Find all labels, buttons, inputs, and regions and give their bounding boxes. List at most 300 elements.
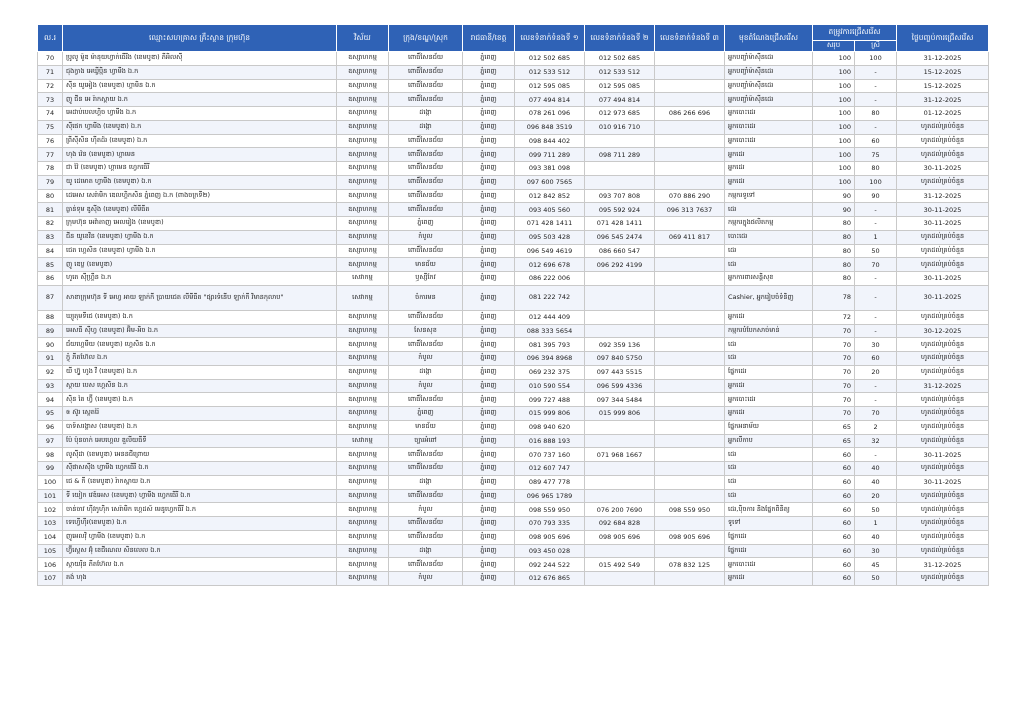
province-cell: ភ្នំពេញ: [463, 189, 515, 203]
phone-3-cell: [655, 162, 725, 176]
deadline-cell: 30-11-2025: [897, 217, 989, 231]
position-cell: ដេរ: [725, 258, 813, 272]
company-name-cell: ជុងក្វាង អេឃ្វីប្មិន ហ្វាមីង ឯ.ក: [63, 65, 337, 79]
table-row: [38, 393, 989, 407]
phone-2-cell: 012 502 685: [585, 52, 655, 66]
table-row: [38, 175, 989, 189]
sector-cell: ឧស្សាហកម្ម: [337, 175, 389, 189]
demand-female-cell: 50: [855, 572, 897, 586]
demand-total-cell: 100: [813, 79, 855, 93]
company-name-cell: ញូ ជីន អេ រ៉ាកស្ពាយ ឯ.ក: [63, 93, 337, 107]
sector-cell: ឧស្សាហកម្ម: [337, 558, 389, 572]
table-row: [38, 420, 989, 434]
district-cell: កំបូល: [389, 572, 463, 586]
position-cell: អ្នកដេរ: [725, 572, 813, 586]
phone-3-cell: [655, 310, 725, 324]
table-row: [38, 338, 989, 352]
demand-female-cell: -: [855, 79, 897, 93]
sector-cell: ឧស្សាហកម្ម: [337, 503, 389, 517]
company-name-cell: ជីន យូខេវិន (ខេមបូឌា) ហ្វាមីង ឯ.ក: [63, 230, 337, 244]
demand-female-cell: -: [855, 65, 897, 79]
company-name-cell: ឃ្យូតុមទីជេ (ខេមបូឌា) ឯ.ក: [63, 310, 337, 324]
company-name-cell: ស្កាយរ៉ិន ភីតហ៊ែល ឯ.ក: [63, 558, 337, 572]
demand-total-cell: 80: [813, 217, 855, 231]
deadline-cell: ហូតដល់គ្រប់ចំនួន: [897, 544, 989, 558]
position-cell: ទូទៅ: [725, 517, 813, 531]
district-cell: ពោធិ៍សែនជ័យ: [389, 162, 463, 176]
row-number-cell: 105: [38, 544, 63, 558]
province-cell: ភ្នំពេញ: [463, 462, 515, 476]
demand-female-cell: 100: [855, 52, 897, 66]
table-row: [38, 462, 989, 476]
deadline-cell: ហូតដល់គ្រប់ចំនួន: [897, 175, 989, 189]
district-cell: ពោធិ៍សែនជ័យ: [389, 310, 463, 324]
sector-cell: ឧស្សាហកម្ម: [337, 489, 389, 503]
phone-3-cell: [655, 420, 725, 434]
deadline-cell: 01-12-2025: [897, 107, 989, 121]
phone-3-cell: [655, 79, 725, 93]
table-row: [38, 79, 989, 93]
phone-1-cell: 012 842 852: [515, 189, 585, 203]
sector-cell: ឧស្សាហកម្ម: [337, 379, 389, 393]
table-header: [38, 25, 989, 52]
demand-total-cell: 60: [813, 517, 855, 531]
row-number-cell: 78: [38, 162, 63, 176]
phone-3-cell: [655, 175, 725, 189]
province-cell: ភ្នំពេញ: [463, 352, 515, 366]
deadline-cell: ហូតដល់គ្រប់ចំនួន: [897, 338, 989, 352]
position-cell: អ្នកបញ្ចាំម៉ាស៊ីនដេរ: [725, 79, 813, 93]
table-row: [38, 544, 989, 558]
row-number-cell: 84: [38, 244, 63, 258]
phone-1-cell: 081 222 742: [515, 285, 585, 310]
phone-2-cell: 076 200 7690: [585, 503, 655, 517]
phone-3-cell: 070 886 290: [655, 189, 725, 203]
position-cell: ដេរ: [725, 489, 813, 503]
demand-female-cell: 80: [855, 162, 897, 176]
phone-3-cell: [655, 434, 725, 448]
sector-cell: ឧស្សាហកម្ម: [337, 365, 389, 379]
district-cell: ពោធិ៍សែនជ័យ: [389, 79, 463, 93]
phone-1-cell: 098 940 620: [515, 420, 585, 434]
demand-total-cell: 70: [813, 365, 855, 379]
province-cell: ភ្នំពេញ: [463, 503, 515, 517]
province-cell: ភ្នំពេញ: [463, 52, 515, 66]
demand-female-cell: 70: [855, 407, 897, 421]
position-cell: ដេរ,ប៉ិចការ និងផ្នែកពិនិត្យ: [725, 503, 813, 517]
phone-2-cell: 097 840 5750: [585, 352, 655, 366]
sector-cell: ឧស្សាហកម្ម: [337, 189, 389, 203]
table-row: [38, 230, 989, 244]
demand-female-cell: 80: [855, 107, 897, 121]
demand-female-cell: 40: [855, 475, 897, 489]
district-cell: មានជ័យ: [389, 258, 463, 272]
row-number-cell: 94: [38, 393, 63, 407]
table-row: [38, 162, 989, 176]
province-cell: ភ្នំពេញ: [463, 162, 515, 176]
deadline-cell: ហូតដល់គ្រប់ចំនួន: [897, 434, 989, 448]
table-row: [38, 285, 989, 310]
phone-3-cell: [655, 448, 725, 462]
demand-female-cell: 20: [855, 489, 897, 503]
position-cell: អ្នកដេរ: [725, 379, 813, 393]
demand-total-cell: 100: [813, 93, 855, 107]
phone-1-cell: 012 444 409: [515, 310, 585, 324]
phone-3-cell: [655, 544, 725, 558]
company-name-cell: ស៊ីផេក ហ្វាមីង (ខេមបូឌា) ឯ.ក: [63, 120, 337, 134]
company-name-cell: ជ័យហ្គេមីយ (ខេមបូឌា) ហ្គេសិន ឯ.ក: [63, 338, 337, 352]
province-cell: ភ្នំពេញ: [463, 434, 515, 448]
phone-2-cell: [585, 134, 655, 148]
phone-3-cell: [655, 379, 725, 393]
district-cell: ពោធិ៍សែនជ័យ: [389, 189, 463, 203]
table-body: [38, 52, 989, 586]
row-number-cell: 88: [38, 310, 63, 324]
deadline-cell: ហូតដល់គ្រប់ចំនួន: [897, 517, 989, 531]
province-cell: ភ្នំពេញ: [463, 324, 515, 338]
demand-total-cell: 60: [813, 448, 855, 462]
sector-cell: ឧស្សាហកម្ម: [337, 448, 389, 462]
deadline-cell: ហូតដល់គ្រប់ចំនួន: [897, 258, 989, 272]
phone-2-cell: [585, 162, 655, 176]
position-cell: កម្មករបំបែកសាច់មាន់: [725, 324, 813, 338]
district-cell: ពោធិ៍សែនជ័យ: [389, 65, 463, 79]
row-number-cell: 93: [38, 379, 63, 393]
phone-2-cell: [585, 475, 655, 489]
phone-2-cell: [585, 462, 655, 476]
phone-2-cell: 098 711 289: [585, 148, 655, 162]
table-row: [38, 310, 989, 324]
row-number-cell: 92: [38, 365, 63, 379]
phone-2-cell: 015 999 806: [585, 407, 655, 421]
phone-2-cell: 096 545 2474: [585, 230, 655, 244]
province-cell: ភ្នំពេញ: [463, 107, 515, 121]
job-vacancy-table: [37, 24, 989, 586]
row-number-cell: 73: [38, 93, 63, 107]
phone-1-cell: 016 888 193: [515, 434, 585, 448]
province-cell: ភ្នំពេញ: [463, 310, 515, 324]
company-name-cell: ក្វុំ ភីតហ៊ែល ឯ.ក: [63, 352, 337, 366]
province-cell: ភ្នំពេញ: [463, 393, 515, 407]
row-number-cell: 99: [38, 462, 63, 476]
sector-cell: សេវាកម្ម: [337, 272, 389, 286]
position-cell: អ្នកបោះដេរ: [725, 558, 813, 572]
phone-1-cell: 010 590 554: [515, 379, 585, 393]
demand-female-cell: -: [855, 272, 897, 286]
row-number-cell: 80: [38, 189, 63, 203]
demand-total-cell: 60: [813, 489, 855, 503]
demand-total-cell: 78: [813, 285, 855, 310]
position-cell: អ្នកដេរ: [725, 162, 813, 176]
row-number-cell: 82: [38, 217, 63, 231]
table-row: [38, 517, 989, 531]
row-number-cell: 81: [38, 203, 63, 217]
phone-2-cell: [585, 420, 655, 434]
deadline-cell: ហូតដល់គ្រប់ចំនួន: [897, 420, 989, 434]
demand-female-cell: 75: [855, 148, 897, 162]
position-cell: Cashier, អ្នករៀបចំទំនិញ: [725, 285, 813, 310]
demand-female-cell: 40: [855, 530, 897, 544]
company-name-cell: ញូ ឌេប្ល (ខេមបូឌា): [63, 258, 337, 272]
district-cell: ពោធិ៍សែនជ័យ: [389, 338, 463, 352]
company-name-cell: ប៉ែ ប៉ុនចាក់ អេបហ្គេល ឌួលីយធីទី: [63, 434, 337, 448]
phone-2-cell: [585, 285, 655, 310]
province-cell: ភ្នំពេញ: [463, 365, 515, 379]
company-name-cell: ទី យៀក វេឌ៍អេស (ខេមបូឌា) ហ្វាមីង ហ្វេកធើរី ឯ.ក: [63, 489, 337, 503]
table-row: [38, 434, 989, 448]
row-number-cell: 83: [38, 230, 63, 244]
demand-female-cell: -: [855, 379, 897, 393]
demand-female-cell: 60: [855, 134, 897, 148]
company-name-cell: ជេត ហ្គេសិន (ខេមបូឌា) ហ្វាមីង ឯ.ក: [63, 244, 337, 258]
row-number-cell: 75: [38, 120, 63, 134]
row-number-cell: 71: [38, 65, 63, 79]
position-cell: ផ្នែកអនាម័យ: [725, 420, 813, 434]
position-cell: អ្នកការពារសន្តិសុខ: [725, 272, 813, 286]
deadline-cell: 30-11-2025: [897, 285, 989, 310]
deadline-cell: ហូតដល់គ្រប់ចំនួន: [897, 120, 989, 134]
phone-2-cell: [585, 175, 655, 189]
company-name-cell: លូស៊ីដា (ខេមបូឌា) អេននជីព្រោយ: [63, 448, 337, 462]
demand-female-cell: 50: [855, 503, 897, 517]
position-cell: អ្នកដេរ: [725, 310, 813, 324]
district-cell: ពោធិ៍សែនជ័យ: [389, 462, 463, 476]
phone-3-cell: [655, 52, 725, 66]
position-cell: អ្នកដេរ: [725, 407, 813, 421]
demand-female-cell: -: [855, 120, 897, 134]
table-row: [38, 365, 989, 379]
demand-female-cell: -: [855, 448, 897, 462]
sector-cell: ឧស្សាហកម្ម: [337, 52, 389, 66]
sector-cell: ឧស្សាហកម្ម: [337, 162, 389, 176]
province-cell: ភ្នំពេញ: [463, 217, 515, 231]
phone-1-cell: 096 394 8968: [515, 352, 585, 366]
phone-1-cell: 070 737 160: [515, 448, 585, 462]
district-cell: ដង្កោ: [389, 544, 463, 558]
row-number-cell: 90: [38, 338, 63, 352]
company-name-cell: ព្រីស៊ីសិន ហ៊ីតដ៍រ (ខេមបូឌា) ឯ.ក: [63, 134, 337, 148]
deadline-cell: ហូតដល់គ្រប់ចំនួន: [897, 407, 989, 421]
header-phone3: លេខទំនាក់ទំនងទី ៣: [655, 25, 725, 52]
company-name-cell: ស្តាយ បេស ហ្គេសិន ឯ.ក: [63, 379, 337, 393]
province-cell: ភ្នំពេញ: [463, 530, 515, 544]
deadline-cell: ហូតដល់គ្រប់ចំនួន: [897, 503, 989, 517]
province-cell: ភ្នំពេញ: [463, 558, 515, 572]
position-cell: ដេរ: [725, 475, 813, 489]
company-name-cell: ហូតេ ស៊ីហ្គ្រីន ឯ.ក: [63, 272, 337, 286]
demand-total-cell: 60: [813, 475, 855, 489]
deadline-cell: 30-11-2025: [897, 162, 989, 176]
company-name-cell: អេសធី ស៊ីហ្វ (ខេមបូឌា) អ៊ិម-អិច ឯ.ក: [63, 324, 337, 338]
deadline-cell: ហូតដល់គ្រប់ចំនួន: [897, 352, 989, 366]
district-cell: ឫស្សីកែវ: [389, 272, 463, 286]
sector-cell: ឧស្សាហកម្ម: [337, 107, 389, 121]
company-name-cell: បាទ៍សរង្គាស (ខេមបូឌា) ឯ.ក: [63, 420, 337, 434]
district-cell: ពោធិ៍សែនជ័យ: [389, 203, 463, 217]
phone-2-cell: 092 684 828: [585, 517, 655, 531]
sector-cell: ឧស្សាហកម្ម: [337, 475, 389, 489]
deadline-cell: ហូតដល់គ្រប់ចំនួន: [897, 393, 989, 407]
phone-1-cell: 069 232 375: [515, 365, 585, 379]
position-cell: អ្នកបោះដេរ: [725, 393, 813, 407]
demand-total-cell: 65: [813, 434, 855, 448]
province-cell: ភ្នំពេញ: [463, 203, 515, 217]
position-cell: ដេរ: [725, 462, 813, 476]
table-row: [38, 203, 989, 217]
province-cell: ភ្នំពេញ: [463, 272, 515, 286]
phone-1-cell: 088 333 5654: [515, 324, 585, 338]
district-cell: ពោធិ៍សែនជ័យ: [389, 530, 463, 544]
phone-2-cell: 096 292 4199: [585, 258, 655, 272]
position-cell: ដេរ: [725, 244, 813, 258]
company-name-cell: ស៊ិន តៃ ហ្វ៊ី (ខេមបូឌា) ឯ.ក: [63, 393, 337, 407]
demand-female-cell: 30: [855, 544, 897, 558]
position-cell: អ្នកបោះដេរ: [725, 134, 813, 148]
recruitment-sheet: [37, 24, 988, 586]
demand-female-cell: 1: [855, 230, 897, 244]
province-cell: ភ្នំពេញ: [463, 93, 515, 107]
phone-2-cell: [585, 489, 655, 503]
table-row: [38, 107, 989, 121]
table-row: [38, 258, 989, 272]
deadline-cell: 30-11-2025: [897, 448, 989, 462]
phone-3-cell: 098 905 696: [655, 530, 725, 544]
district-cell: ពោធិ៍សែនជ័យ: [389, 134, 463, 148]
phone-1-cell: 086 222 006: [515, 272, 585, 286]
position-cell: ផ្នែកដេរ: [725, 365, 813, 379]
demand-total-cell: 100: [813, 107, 855, 121]
deadline-cell: ហូតដល់គ្រប់ចំនួន: [897, 148, 989, 162]
phone-3-cell: [655, 572, 725, 586]
position-cell: ដេរ: [725, 448, 813, 462]
sector-cell: សេវាកម្ម: [337, 285, 389, 310]
position-cell: កម្មករទូទៅ: [725, 189, 813, 203]
header-no: ល.រ: [38, 25, 63, 52]
district-cell: ពោធិ៍សែនជ័យ: [389, 52, 463, 66]
phone-1-cell: 096 848 3519: [515, 120, 585, 134]
sector-cell: សេវាកម្ម: [337, 434, 389, 448]
demand-total-cell: 80: [813, 230, 855, 244]
position-cell: ដេរ: [725, 352, 813, 366]
demand-total-cell: 100: [813, 134, 855, 148]
district-cell: ដង្កោ: [389, 365, 463, 379]
sector-cell: ឧស្សាហកម្ម: [337, 420, 389, 434]
header-phone1: លេខទំនាក់ទំនងទី ១: [515, 25, 585, 52]
phone-3-cell: 096 313 7637: [655, 203, 725, 217]
deadline-cell: 30-11-2025: [897, 203, 989, 217]
province-cell: ភ្នំពេញ: [463, 544, 515, 558]
district-cell: ភ្នំពេញ: [389, 217, 463, 231]
phone-1-cell: 093 450 028: [515, 544, 585, 558]
phone-3-cell: [655, 475, 725, 489]
sector-cell: ឧស្សាហកម្ម: [337, 462, 389, 476]
company-name-cell: យូ ដេមោត ហ្វាមីង (ខេមបូឌា) ឯ.ក: [63, 175, 337, 189]
header-district: ក្រុង/ខណ្ឌ/ស្រុក: [389, 25, 463, 52]
demand-total-cell: 100: [813, 148, 855, 162]
phone-2-cell: 097 344 5484: [585, 393, 655, 407]
row-number-cell: 77: [38, 148, 63, 162]
header-total: សរុប: [813, 41, 855, 52]
district-cell: ពោធិ៍សែនជ័យ: [389, 393, 463, 407]
demand-female-cell: -: [855, 217, 897, 231]
district-cell: ចំការមន: [389, 285, 463, 310]
phone-2-cell: [585, 272, 655, 286]
phone-2-cell: 097 443 5515: [585, 365, 655, 379]
phone-1-cell: 096 965 1789: [515, 489, 585, 503]
position-cell: អ្នកបញ្ចាំម៉ាស៊ីនដេរ: [725, 52, 813, 66]
table-row: [38, 52, 989, 66]
phone-3-cell: [655, 120, 725, 134]
phone-3-cell: [655, 462, 725, 476]
phone-1-cell: 012 502 685: [515, 52, 585, 66]
header-sector: វិស័យ: [337, 25, 389, 52]
row-number-cell: 95: [38, 407, 63, 421]
phone-3-cell: [655, 352, 725, 366]
province-cell: ភ្នំពេញ: [463, 230, 515, 244]
demand-female-cell: 30: [855, 338, 897, 352]
deadline-cell: ហូតដល់គ្រប់ចំនួន: [897, 462, 989, 476]
company-name-cell: ក្រុមហ៊ុន អេវ៉ាតាញ អេលរៀង (ខេមបូឌា): [63, 217, 337, 231]
deadline-cell: ហូតដល់គ្រប់ចំនួន: [897, 134, 989, 148]
table-row: [38, 407, 989, 421]
position-cell: អ្នកបោះដេរ: [725, 120, 813, 134]
phone-2-cell: 010 916 710: [585, 120, 655, 134]
province-cell: ភ្នំពេញ: [463, 175, 515, 189]
province-cell: ភ្នំពេញ: [463, 148, 515, 162]
phone-1-cell: 071 428 1411: [515, 217, 585, 231]
demand-female-cell: -: [855, 393, 897, 407]
sector-cell: ឧស្សាហកម្ម: [337, 148, 389, 162]
table-row: [38, 93, 989, 107]
position-cell: ដេរ: [725, 338, 813, 352]
phone-1-cell: 077 494 814: [515, 93, 585, 107]
province-cell: ភ្នំពេញ: [463, 285, 515, 310]
province-cell: ភ្នំពេញ: [463, 258, 515, 272]
district-cell: ភ្នំពេញ: [389, 407, 463, 421]
phone-1-cell: 012 696 678: [515, 258, 585, 272]
province-cell: ភ្នំពេញ: [463, 338, 515, 352]
company-name-cell: ស៊ីផាសស៊ីង ហ្វាមីង ហ្វេកធើរី ឯ.ក: [63, 462, 337, 476]
row-number-cell: 87: [38, 285, 63, 310]
table-row: [38, 120, 989, 134]
company-name-cell: ដេអេស សេរ៉ាមិក ឌេលហ្គិកសិន ភ្នំពេញ ឯ.ក (ពាងចក្រទី២): [63, 189, 337, 203]
header-company: ឈ្មោះសហគ្រាស គ្រឹះស្ថាន ក្រុមហ៊ុន: [63, 25, 337, 52]
demand-total-cell: 60: [813, 503, 855, 517]
table-row: [38, 189, 989, 203]
company-name-cell: ជា វ៉ៃ (ខេមបូឌា) ហ្គាមេន ហ្វេកធើរី: [63, 162, 337, 176]
deadline-cell: ហូតដល់គ្រប់ចំនួន: [897, 530, 989, 544]
province-cell: ភ្នំពេញ: [463, 244, 515, 258]
phone-1-cell: 089 477 778: [515, 475, 585, 489]
row-number-cell: 85: [38, 258, 63, 272]
phone-3-cell: [655, 93, 725, 107]
deadline-cell: 30-11-2025: [897, 272, 989, 286]
position-cell: កម្មករក្នុងផលិតកម្ម: [725, 217, 813, 231]
district-cell: កំបូល: [389, 379, 463, 393]
phone-1-cell: 012 607 747: [515, 462, 585, 476]
phone-1-cell: 015 999 806: [515, 407, 585, 421]
district-cell: ពោធិ៍សែនជ័យ: [389, 517, 463, 531]
company-name-cell: ជេ & កី (ខេមបូឌា) រ៉ាកស្ពាយ ឯ.ក: [63, 475, 337, 489]
phone-3-cell: 086 266 696: [655, 107, 725, 121]
sector-cell: ឧស្សាហកម្ម: [337, 530, 389, 544]
phone-3-cell: [655, 393, 725, 407]
row-number-cell: 102: [38, 503, 63, 517]
phone-2-cell: [585, 324, 655, 338]
demand-female-cell: 70: [855, 258, 897, 272]
deadline-cell: ហូតដល់គ្រប់ចំនួន: [897, 310, 989, 324]
phone-3-cell: 069 411 817: [655, 230, 725, 244]
